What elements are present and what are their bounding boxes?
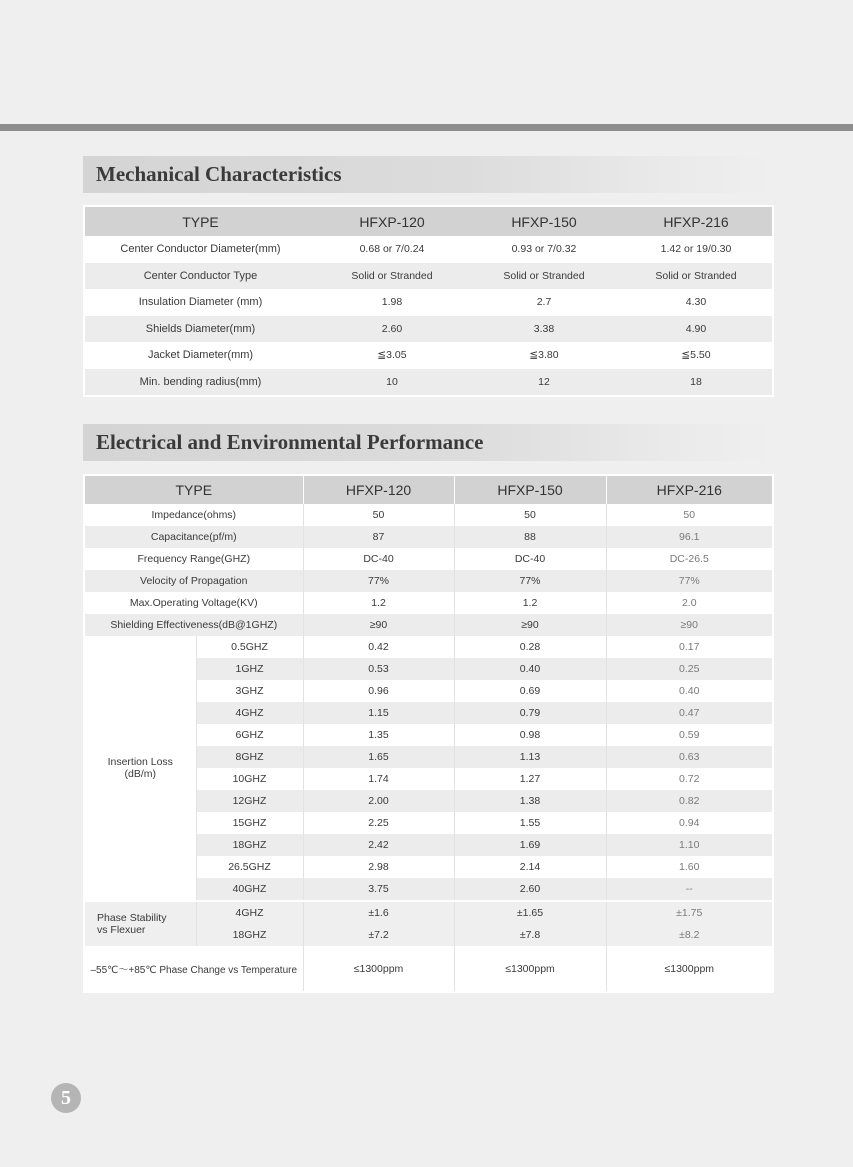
frequency-label: 4GHZ [196,901,303,924]
cell-value: 12 [468,369,620,397]
row-label: Impedance(ohms) [84,504,303,526]
cell-value: 0.82 [606,790,773,812]
cell-value: ≤1300ppm [606,946,773,992]
cell-value: ±8.2 [606,924,773,946]
header-hfxp-216: HFXP-216 [620,206,773,236]
cell-value: 0.96 [303,680,454,702]
cell-value: ≥90 [303,614,454,636]
header-hfxp-120: HFXP-120 [303,475,454,504]
table-row [84,236,773,263]
cell-value: 2.60 [454,878,606,901]
cell-value: 0.68 or 7/0.24 [316,236,468,263]
cell-value: 1.10 [606,834,773,856]
cell-value: 2.14 [454,856,606,878]
cell-value: Solid or Stranded [468,263,620,290]
cell-value: ≥90 [606,614,773,636]
frequency-label: 8GHZ [196,746,303,768]
cell-value: Solid or Stranded [316,263,468,290]
frequency-label: 6GHZ [196,724,303,746]
cell-value: 0.47 [606,702,773,724]
cell-value: 87 [303,526,454,548]
row-label: Jacket Diameter(mm) [84,342,316,369]
frequency-label: 18GHZ [196,924,303,946]
cell-value: -- [606,878,773,901]
cell-value: 3.38 [468,316,620,343]
frequency-label: 12GHZ [196,790,303,812]
cell-value: 2.60 [316,316,468,343]
electrical-table [83,474,774,993]
cell-value: ±1.65 [454,901,606,924]
frequency-label: 40GHZ [196,878,303,901]
cell-value: 0.25 [606,658,773,680]
cell-value: DC-40 [454,548,606,570]
header-hfxp-150: HFXP-150 [468,206,620,236]
table-row [84,316,773,343]
cell-value: 2.0 [606,592,773,614]
table-row [84,504,773,526]
cell-value: 0.93 or 7/0.32 [468,236,620,263]
cell-value: DC-40 [303,548,454,570]
cell-value: 50 [303,504,454,526]
frequency-label: 26.5GHZ [196,856,303,878]
cell-value: 1.2 [303,592,454,614]
cell-value: ≤1300ppm [303,946,454,992]
table-row [84,548,773,570]
cell-value: ±1.75 [606,901,773,924]
cell-value: 1.35 [303,724,454,746]
cell-value: ≦3.80 [468,342,620,369]
cell-value: ±7.2 [303,924,454,946]
insertion-loss-label [84,636,196,901]
header-hfxp-216: HFXP-216 [606,475,773,504]
cell-value: 1.13 [454,746,606,768]
cell-value: 1.60 [606,856,773,878]
row-label: Frequency Range(GHZ) [84,548,303,570]
cell-value: ≤1300ppm [454,946,606,992]
cell-value: 0.98 [454,724,606,746]
temperature-row [84,946,773,992]
cell-value: 1.42 or 19/0.30 [620,236,773,263]
table-row [84,592,773,614]
cell-value: 0.40 [606,680,773,702]
mechanical-section-title: Mechanical Characteristics [96,162,342,186]
cell-value: 0.17 [606,636,773,658]
phase-stability-row [84,901,773,924]
insertion-loss-row [84,636,773,658]
cell-value: ≦3.05 [316,342,468,369]
cell-value: 1.69 [454,834,606,856]
mechanical-table [83,205,774,397]
row-label: Center Conductor Type [84,263,316,290]
frequency-label: 15GHZ [196,812,303,834]
table-row [84,570,773,592]
phase-stability-label-line1: Phase Stability [97,912,167,924]
cell-value: 10 [316,369,468,397]
temperature-label: –55℃～+85℃ Phase Change vs Temperature [84,946,303,992]
row-label: Min. bending radius(mm) [84,369,316,397]
cell-value: 2.25 [303,812,454,834]
cell-value: 2.42 [303,834,454,856]
cell-value: 1.15 [303,702,454,724]
cell-value: 0.42 [303,636,454,658]
row-label: Velocity of Propagation [84,570,303,592]
cell-value: DC-26.5 [606,548,773,570]
cell-value: 0.53 [303,658,454,680]
cell-value: 0.59 [606,724,773,746]
cell-value: ±7.8 [454,924,606,946]
mechanical-section-header [83,156,772,193]
cell-value: 77% [303,570,454,592]
electrical-section-header [83,424,772,461]
cell-value: 0.40 [454,658,606,680]
cell-value: 1.38 [454,790,606,812]
row-label: Max.Operating Voltage(KV) [84,592,303,614]
cell-value: 1.65 [303,746,454,768]
frequency-label: 0.5GHZ [196,636,303,658]
page-number-badge: 5 [51,1083,81,1113]
table-row [84,289,773,316]
cell-value: 50 [606,504,773,526]
cell-value: 0.63 [606,746,773,768]
table-row [84,369,773,397]
cell-value: 0.28 [454,636,606,658]
cell-value: ≦5.50 [620,342,773,369]
frequency-label: 1GHZ [196,658,303,680]
cell-value: 77% [454,570,606,592]
frequency-label: 4GHZ [196,702,303,724]
electrical-section-title: Electrical and Environmental Performance [96,430,484,454]
insertion-loss-label-line2: (dB/m) [124,768,156,780]
cell-value: 88 [454,526,606,548]
table-row [84,526,773,548]
cell-value: 50 [454,504,606,526]
insertion-loss-label-line1: Insertion Loss [107,756,173,768]
table-row [84,342,773,369]
mechanical-header-row [84,206,773,236]
frequency-label: 18GHZ [196,834,303,856]
cell-value: 2.98 [303,856,454,878]
cell-value: 18 [620,369,773,397]
cell-value: ±1.6 [303,901,454,924]
row-label: Capacitance(pf/m) [84,526,303,548]
cell-value: 1.98 [316,289,468,316]
header-type: TYPE [84,475,303,504]
cell-value: 0.72 [606,768,773,790]
table-row [84,614,773,636]
cell-value: 1.2 [454,592,606,614]
row-label: Insulation Diameter (mm) [84,289,316,316]
row-label: Shields Diameter(mm) [84,316,316,343]
header-hfxp-120: HFXP-120 [316,206,468,236]
cell-value: 96.1 [606,526,773,548]
top-divider [0,124,853,131]
cell-value: 77% [606,570,773,592]
electrical-header-row [84,475,773,504]
table-row [84,263,773,290]
cell-value: 2.00 [303,790,454,812]
cell-value: ≥90 [454,614,606,636]
phase-stability-label [84,901,196,946]
cell-value: 4.90 [620,316,773,343]
cell-value: 2.7 [468,289,620,316]
frequency-label: 10GHZ [196,768,303,790]
phase-stability-label-line2: vs Flexuer [97,924,146,936]
row-label: Center Conductor Diameter(mm) [84,236,316,263]
cell-value: 0.94 [606,812,773,834]
cell-value: Solid or Stranded [620,263,773,290]
cell-value: 3.75 [303,878,454,901]
header-hfxp-150: HFXP-150 [454,475,606,504]
row-label: Shielding Effectiveness(dB@1GHZ) [84,614,303,636]
cell-value: 0.69 [454,680,606,702]
cell-value: 0.79 [454,702,606,724]
frequency-label: 3GHZ [196,680,303,702]
cell-value: 1.74 [303,768,454,790]
header-type: TYPE [84,206,316,236]
cell-value: 1.27 [454,768,606,790]
cell-value: 4.30 [620,289,773,316]
cell-value: 1.55 [454,812,606,834]
